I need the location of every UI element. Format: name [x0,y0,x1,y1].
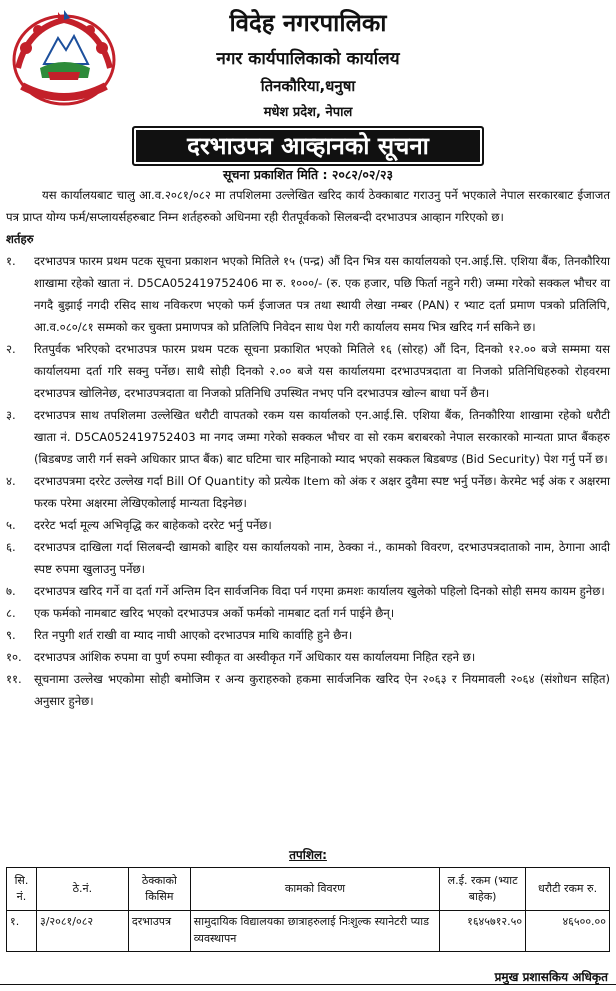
condition-item [6,624,610,646]
condition-number: ११. [6,672,22,686]
condition-item [6,514,610,536]
condition-number: ९. [6,628,16,642]
condition-number: १. [6,254,16,268]
condition-text: दरभाउपत्र दाखिला गर्दा सिलबन्दी खामको बाहिर यस कार्यालयको नाम, ठेक्का नं., कामको विवरण, दरभाउपत्रदाताको नाम, ठेगाना आदी स्पष्ट रुपमा खुलाउनु पर्नेछ। [34,540,610,576]
table-cell: १६४५७१२.५० [440,911,526,952]
condition-text: दरभाउपत्रमा दररेट उल्लेख गर्दा Bill Of Quantity को प्रत्येक Item को अंक र अक्षर दुवैमा स्पष्ट भर्नु पर्नेछ। केरमेट भई अंक र अक्षरमा फरक परेमा अक्षरमा लेखिएकोलाई मान्यता दिइनेछ। [34,474,610,510]
condition-text: दरभाउपत्र आंशिक रुपमा वा पुर्ण रुपमा स्वीकृत वा अस्वीकृत गर्ने अधिकार यस कार्यालयमा निहित रहने छ। [34,650,476,664]
condition-text: दरभाउपत्र खरिद गर्ने वा दर्ता गर्ने अन्तिम दिन सार्वजनिक विदा पर्न गएमा क्रमशः कार्यालय खुलेको पहिलो दिनको सोही समय कायम हुनेछ। [34,584,605,598]
condition-number: ७. [6,584,16,598]
table-row [7,911,610,952]
condition-text: रितपुर्वक भरिएको दरभाउपत्र फारम प्रथम पटक सूचना प्रकाशित भएको मितिले १६ (सोरह) औं दिन, दिनको १२.०० बजे सम्ममा यस कार्यालयमा दर्ता गरि सक्नु पर्नेछ। साथै सोही दिनको २.०० बजे यस कार्यालयमा दरभाउपत्रदाता वा निजको प्रतिनिधिहरुको रोहवरमा दरभाउपत्र खोलिनेछ, दरभाउपत्रदाता वा निजको प्रतिनिधि उपस्थित नभए पनि दरभाउपत्र खोल्न बाधा पर्ने छैन। [34,342,610,400]
condition-item [6,470,610,514]
condition-item [6,536,610,580]
intro-paragraph: यस कार्यालयबाट चालु आ.व.२०८१/०८२ मा तपशिलमा उल्लेखित खरिद कार्य ठेक्काबाट गराउनु पर्ने भएकाले नेपाल सरकारबाट ईजाजत पत्र प्राप्त योग्य फर्म/सप्लायर्सहरुबाट निम्न शर्तहरुको अधिनमा रही रीतपूर्वकको सिलबन्दी दरभाउपत्र आव्हान गरिएको छ। [6,188,610,224]
table-cell: ३/२०८१/०८२ [36,911,128,952]
condition-item [6,338,610,404]
column-header: धरौटी रकम रु. [526,868,610,911]
signature-title: प्रमुख प्रशासकिय अधिकृत [494,970,608,984]
condition-number: १०. [6,650,22,664]
municipality-name: विदेह नगरपालिका [229,9,387,37]
condition-item [6,404,610,470]
notice-body [6,184,610,712]
condition-text: रित नपुगी शर्त राखी वा म्याद नाघी आएको दरभाउपत्र माथि कार्वाहि हुने छैन। [34,628,353,642]
condition-number: ८. [6,606,16,620]
condition-text: दरभाउपत्र साथ तपशिलमा उल्लेखित धरौटी वापतको रकम यस कार्यालको एन.आई.सि. एशिया बैंक, तिनकौरिया शाखामा रहेको धरौटी खाता नं. D5CA052419752403 मा नगद जम्मा गरेको सक्कल भौचर वा सो रकम बराबरको नेपाल सरकारको मान्यता प्राप्त बैंकहरु (बिडबण्ड जारी गर्न सक्ने अधिकार प्राप्त बैंक) बाट घटिमा चार महिनाको म्याद भएको सक्कल बिडबण्ड (Bid Security) पेश गर्नु पर्ने छ। [34,408,610,466]
office-name: नगर कार्यपालिकाको कार्यालय [216,49,400,69]
condition-item [6,668,610,712]
table-cell: दरभाउपत्र [128,911,190,952]
condition-text: एक फर्मको नामबाट खरिद भएको दरभाउपत्र अर्को फर्मको नामबाट दर्ता गर्न पाईने छैन्। [34,606,395,620]
table-caption: तपशिल: [289,848,327,862]
conditions-heading: शर्तहरु [6,232,34,246]
condition-item [6,602,610,624]
condition-text: दरभाउपत्र फारम प्रथम पटक सूचना प्रकाशन भएको मितिले १५ (पन्द्र) औं दिन भित्र यस कार्यालयको एन.आई.सि. एशिया बैंक, तिनकौरिया शाखामा रहेको खाता नं. D5CA052419752406 मा रु. १०००/- (रु. एक हजार, पछि फिर्ता नहुने गरी) जम्मा गरेको सक्कल भौचर वा नगदै बुझाई नगदी रसिद साथ नविकरण भएको फर्म ईजाजत पत्र तथा स्थायी लेखा नम्बर (PAN) र भ्याट दर्ता प्रमाण पत्रको प्रतिलिपि, आ.व.०८०/८१ सम्मको कर चुक्ता प्रमाणपत्र को प्रतिलिपि निवेदन साथ पेश गरी कार्यालय समय भित्र खरिद गर्न सकिने छ। [34,254,610,334]
table-cell: ४६५००.०० [526,911,610,952]
province-name: मधेश प्रदेश, नेपाल [263,105,353,120]
condition-item [6,580,610,602]
column-header: ठेक्काको किसिम [128,868,190,911]
column-header: सि. नं. [7,868,37,911]
office-address: तिनकौरिया,धनुषा [260,77,356,95]
condition-item [6,250,610,338]
column-header: ल.ई. रकम (भ्याट बाहेक) [440,868,526,911]
published-date: सूचना प्रकाशित मिति : २०८२/०२/२३ [223,167,393,182]
condition-number: ५. [6,518,16,532]
condition-number: ६. [6,540,16,554]
details-table [6,867,610,952]
condition-text: सूचनामा उल्लेख भएकोमा सोही बमोजिम र अन्य कुराहरुको हकमा सार्वजनिक खरिद ऐन २०६३ र नियमावली २०६४ (संशोधन सहित) अनुसार हुनेछ। [34,672,610,708]
column-header: कामको विवरण [190,868,439,911]
condition-number: ३. [6,408,16,422]
condition-item [6,646,610,668]
table-cell: सामुदायिक विद्यालयका छात्राहरुलाई निःशुल्क स्यानेटरी प्याड व्यवस्थापन [190,911,439,952]
condition-number: ४. [6,474,16,488]
column-header: ठे.नं. [36,868,128,911]
condition-number: २. [6,342,16,356]
notice-title-banner: दरभाउपत्र आव्हानको सूचना [132,126,484,166]
table-cell: १. [7,911,37,952]
divider [0,984,616,985]
condition-text: दररेट भर्दा मूल्य अभिवृद्धि कर बाहेकको दररेट भर्नु पर्नेछ। [34,518,272,532]
table-header-row [7,868,610,911]
